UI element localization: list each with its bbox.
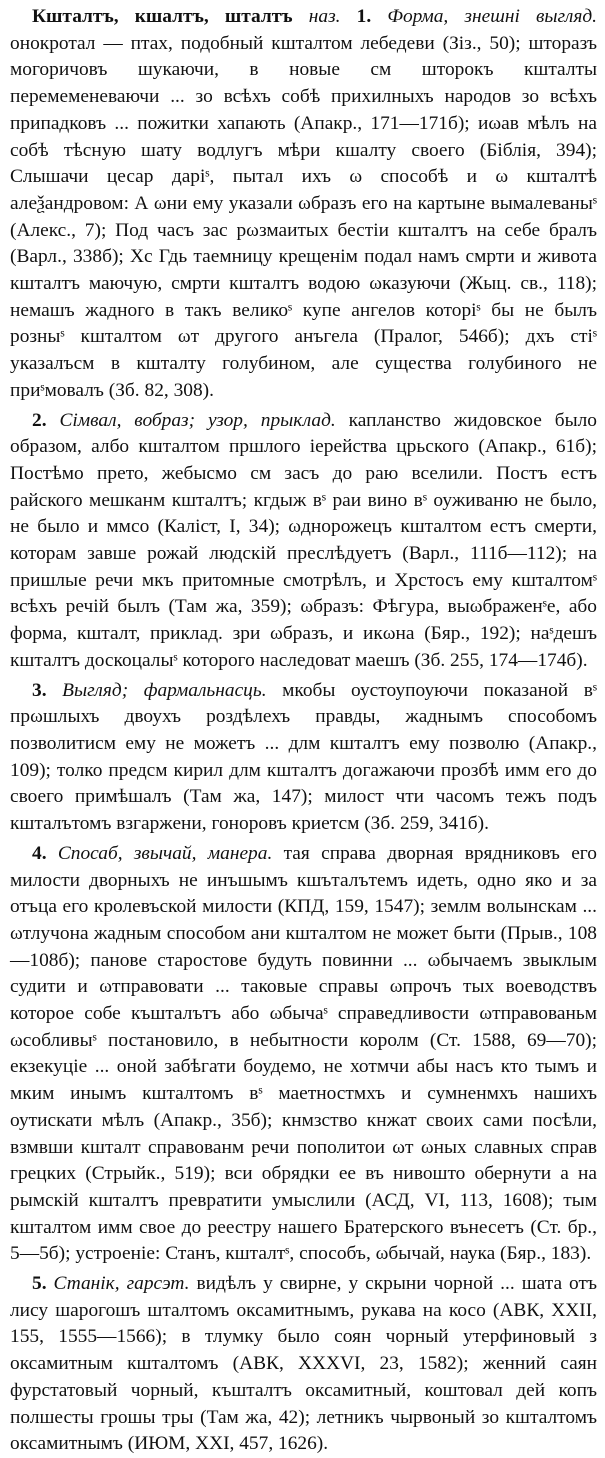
sense-text: тая справа дворная врядниковъ его милости дворныхъ не инъшымъ кшъталътемъ идеть, одно яко и за отъца его кролевъской милости (КПД, 159, 1547); землм волынскам ... ωтлучона жадным способом ани кшталтом не может быти (Прыв., 108—108б); панове старостове будуть повинни ... ωбычаемъ звыклым судити и ωтправовати ... таковые справы ωпрочъ тых воеводствъ которое собе къшталътъ або ωбычаˢ справедливости ωтправованьм ωсобливыˢ постановило, в небытности королм (Ст. 1588, 69—70); екзекуціе ... оной забѣгати боудемо, не хотмчи абы насъ кто тымъ и мким инымъ кшталтомъ вˢ маетностмхъ и сумненмхъ нашихъ оутискати мѣлъ (Апакр., 35б); кнмзство кнжат своих сами посѣли, взмвши кшталт справованм речи пополитои ωт ωных славных справ грецких (Стрыйк., 519); вси обрядки ее въ нивошто обернути а на рымскій кшталтъ превратити умыслили (АСД, VI, 113, 1608); тым кшталтом имм свое до реестру нашего Братерского вънесетъ (Ст. бр., 5—5б); устроеніе: Станъ, кшталтˢ, способъ, ωбычай, наука (Бяр., 183). bbox=[10, 842, 597, 1265]
sense-label: Выгляд; фармальнасць. bbox=[62, 679, 267, 701]
sense-1 bbox=[10, 4, 597, 405]
sense-5 bbox=[10, 1271, 597, 1458]
sense-label: Станік, гарсэт. bbox=[53, 1273, 190, 1295]
sense-text: онокротал — птах, подобный кшталтом лебедеви (Зіз., 50); шторазъ могоричовъ шукаючи, в новые см шторокъ кшталты перемеменеваючи ... зо всѣхъ собѣ прихилныхъ народов зо всѣхъ припадковъ ... пожитки хапають (Апакр., 171—171б); иωав мѣлъ на собѣ тѣсную шату водлугъ мѣри кшалту своего (Біблія, 394); Слышачи цесар даріˢ, пытал ихъ ω способѣ и ω кшталтѣ алеѯандровом: А ωни ему указали ωбразъ его на картыне вымалеваныˢ (Алекс., 7); Под часъ зас рωзмаитых бестіи кшталтъ на себе бралъ (Варл., 338б); Хс Гдь таемницу крещенім подал намъ смрти и живота кшталтъ маючую, смрти кшталтъ водою ωказуючи (Жыц. св., 118); немашъ жадного в такъ великоˢ купе ангелов которіˢ бы не былъ розныˢ кшталтом ωт другого анъгела (Пралог, 546б); дхъ стіˢ указалъсм в кшталту голубином, але существа голубиного не приˢмовалъ (Зб. 82, 308). bbox=[10, 32, 597, 401]
sense-text: мкобы оустоупоуючи показаной вˢ прωшлыхъ двоухъ роздѣлехъ правды, жаднымъ способомъ позволитисм ему не можетъ ... длм кшталтъ ему позволю (Апакр., 109); толко предсм кирил длм кшталтъ догажаючи прозбѣ имм его до своего примѣшалъ (Там жа, 147); милост чти часомъ тежъ подъ кшталътомъ взгаржени, гоноровъ криетсм (Зб. 259, 341б). bbox=[10, 679, 597, 835]
sense-text: капланство жидовское было образом, албо кшталтом пршлого іерейства црьского (Апакр., 61б); Постѣмо прето, жебысмо см засъ до раю вселили. Постъ естъ райского мешканм кшталтъ; кгдыж вˢ раи вино вˢ оуживаню не было, не было и ммсо (Каліст, I, 34); ωднорожецъ кшталтом естъ смерти, которам завше рожай людскій преслѣдуетъ (Варл., 111б—112); на пришлые речи мкъ притомные смотрѣлъ, и Хрстосъ ему кшталтомˢ всѣхъ речій былъ (Там жа, 359); ωбразъ: Фѣгура, выωбраженˢе, або форма, кшталт, приклад. зри ωбразъ, и икωна (Бяр., 192); наˢдешъ кшталтъ доскоцалыˢ которого наследоват маешъ (Зб. 255, 174—174б). bbox=[10, 409, 597, 671]
sense-number: 5. bbox=[32, 1273, 47, 1295]
sense-number: 1. bbox=[356, 6, 372, 27]
sense-2 bbox=[10, 408, 597, 675]
sense-3 bbox=[10, 678, 597, 838]
sense-label: Сімвал, вобраз; узор, прыклад. bbox=[59, 409, 336, 431]
sense-number: 2. bbox=[32, 409, 47, 431]
sense-number: 3. bbox=[32, 679, 47, 701]
headword: Кшталтъ, кшалтъ, шталтъ bbox=[32, 6, 293, 27]
sense-4 bbox=[10, 841, 597, 1268]
sense-label: Спосаб, звычай, манера. bbox=[57, 842, 273, 864]
sense-number: 4. bbox=[32, 842, 47, 864]
part-of-speech: наз. bbox=[308, 6, 341, 27]
sense-label: Форма, знешні выгляд. bbox=[387, 6, 597, 27]
sense-text: видѣлъ у свирне, у скрыни чорной ... шата отъ лису шарогошъ шталтомъ оксамитнымъ, рукава на косо (АВК, XXII, 155, 1555—1566); в тлумку было соян чорный утерфиновый з оксамитным кшталтомъ (АВК, XXXVI, 23, 1582); женний саян фурстатовый чорный, къшталтъ оксамитный, коштовал дей копъ полшесты грошы тры (Там жа, 42); летникъ чырвоный зо кшталтомъ оксамитнымъ (ИЮМ, XXI, 457, 1626). bbox=[10, 1273, 597, 1455]
